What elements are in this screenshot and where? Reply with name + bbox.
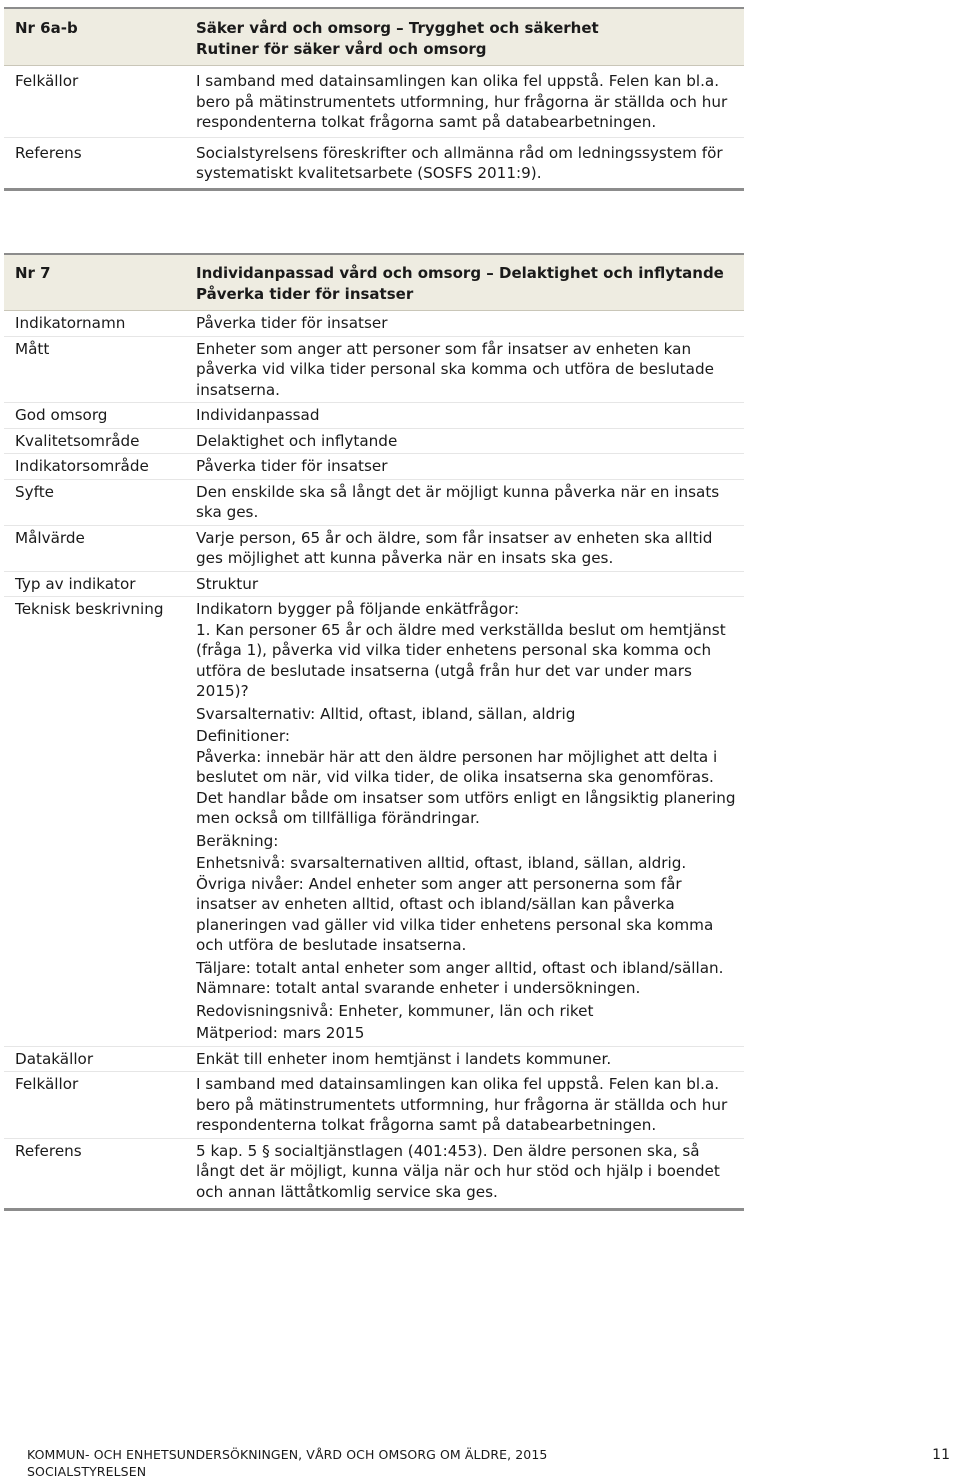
paragraph: Beräkning: [196, 831, 279, 850]
table-row-teknisk-beskrivning [4, 597, 744, 1047]
indicator-number: Nr 6a-b [4, 8, 184, 66]
row-value: Enkät till enheter inom hemtjänst i landets kommuner. [184, 1046, 744, 1072]
paragraph: Svarsalternativ: Alltid, oftast, ibland, sällan, aldrig [196, 704, 576, 723]
row-label: Referens [4, 137, 184, 189]
row-label: Indikatorsområde [4, 454, 184, 480]
row-label: Datakällor [4, 1046, 184, 1072]
table-row [4, 1138, 744, 1210]
table-row [4, 137, 744, 189]
heading-line-2: Rutiner för säker vård och omsorg [196, 39, 487, 58]
paragraph: 1. Kan personer 65 år och äldre med verkställda beslut om hemtjänst (fråga 1), påverka vid vilka tider enhetens personal ska komma och utföra de beslutade insatserna (utgå från hur det var under mars 2015)? [196, 620, 726, 700]
table-row [4, 336, 744, 403]
table-row [4, 428, 744, 454]
row-label: Mått [4, 336, 184, 403]
paragraph: Mätperiod: mars 2015 [196, 1024, 365, 1042]
row-label: Kvalitetsområde [4, 428, 184, 454]
indicator-number: Nr 7 [4, 254, 184, 311]
table-row [4, 403, 744, 429]
page-number: 11 [932, 1447, 950, 1463]
table-row [4, 571, 744, 597]
paragraph: Redovisningsnivå: Enheter, kommuner, län och riket [196, 1001, 594, 1020]
indicator-table-6ab [4, 7, 744, 191]
row-label: Syfte [4, 479, 184, 525]
row-value: Socialstyrelsens föreskrifter och allmänna råd om ledningssystem för systematiskt kvalitetsarbete (SOSFS 2011:9). [196, 143, 723, 182]
row-value: I samband med datainsamlingen kan olika fel uppstå. Felen kan bl.a. bero på mätinstrumentets utformning, hur frågorna är ställda och hur respondenterna tolkat frågorna samt på databearbetningen. [184, 1072, 744, 1139]
table-row [4, 1046, 744, 1072]
paragraph: Täljare: totalt antal enheter som anger alltid, oftast och ibland/sällan. Nämnare: totalt antal svarande enheter i undersökningen. [196, 958, 724, 997]
row-label: Referens [4, 1138, 184, 1210]
table-row [4, 479, 744, 525]
row-label: Teknisk beskrivning [4, 597, 184, 1047]
heading-line-2: Påverka tider för insatser [196, 284, 414, 303]
indicator-heading [184, 8, 744, 66]
heading-line-1: Individanpassad vård och omsorg – Delaktighet och inflytande [196, 264, 724, 282]
indicator-heading [184, 254, 744, 311]
page-footer [27, 1446, 547, 1480]
table-row [4, 66, 744, 138]
paragraph: Påverka: innebär här att den äldre personen har möjlighet att delta i beslutet om när, vid vilka tider, de olika insatserna ska genomföras. Det handlar både om insatser som utförs enligt en långsiktig planering men också om tillfälliga förändringar. [196, 747, 736, 827]
row-value: 5 kap. 5 § socialtjänstlagen (401:453). Den äldre personen ska, så långt det är möjligt, kunna välja när och hur stöd och hjälp i boendet och annan lättåtkomlig service ska ges. [196, 1141, 720, 1201]
heading-line-1: Säker vård och omsorg – Trygghet och säkerhet [196, 19, 599, 37]
paragraph: Enhetsnivå: svarsalternativen alltid, oftast, ibland, sällan, aldrig. [196, 854, 687, 872]
row-label: Typ av indikator [4, 571, 184, 597]
row-label: Felkällor [4, 66, 184, 138]
row-value: Delaktighet och inflytande [184, 428, 744, 454]
paragraph: Indikatorn bygger på följande enkätfrågor: [196, 600, 520, 618]
paragraph: Definitioner: [196, 727, 290, 745]
row-value: Individanpassad [184, 403, 744, 429]
table-row [4, 525, 744, 571]
row-value [184, 597, 744, 1047]
table-row [4, 454, 744, 480]
row-value: Påverka tider för insatser [184, 311, 744, 337]
indicator-table-7 [4, 253, 744, 1211]
table-row [4, 1072, 744, 1139]
row-value: Enheter som anger att personer som får insatser av enheten kan påverka vid vilka tider personal ska komma och utföra de beslutade insatserna. [184, 336, 744, 403]
footer-title: KOMMUN- OCH ENHETSUNDERSÖKNINGEN, VÅRD OCH OMSORG OM ÄLDRE, 2015 [27, 1447, 548, 1462]
row-label: Indikatornamn [4, 311, 184, 337]
row-value: Struktur [184, 571, 744, 597]
footer-publisher: SOCIALSTYRELSEN [27, 1464, 147, 1479]
table-header-row [4, 8, 744, 66]
row-value: I samband med datainsamlingen kan olika fel uppstå. Felen kan bl.a. bero på mätinstrumentets utformning, hur frågorna är ställda och hur respondenterna tolkat frågorna samt på databearbetningen. [184, 66, 744, 138]
table-header-row [4, 254, 744, 311]
row-label: God omsorg [4, 403, 184, 429]
row-value: Varje person, 65 år och äldre, som får insatser av enheten ska alltid ges möjlighet att kunna påverka när en insats ska ges. [184, 525, 744, 571]
row-label: Målvärde [4, 525, 184, 571]
table-row [4, 311, 744, 337]
row-value: Påverka tider för insatser [184, 454, 744, 480]
paragraph: Övriga nivåer: Andel enheter som anger att personerna som får insatser av enheten alltid, oftast och ibland/sällan kan påverka planeringen vad gäller vid vilka tider enhetens personal ska komma och utföra de beslutade insatserna. [196, 874, 714, 954]
row-value: Den enskilde ska så långt det är möjligt kunna påverka när en insats ska ges. [184, 479, 744, 525]
row-label: Felkällor [4, 1072, 184, 1139]
